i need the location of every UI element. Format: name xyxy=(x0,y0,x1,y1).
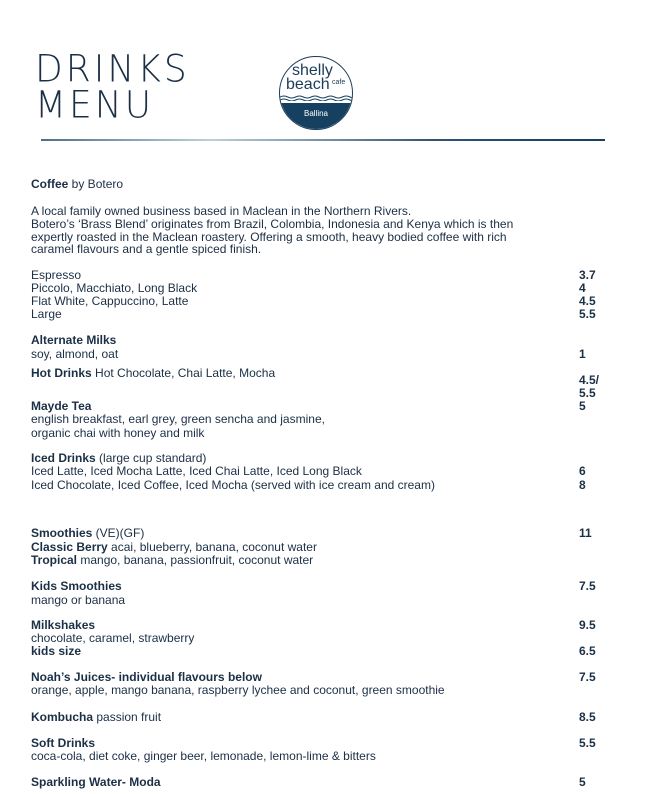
item-description: Large xyxy=(31,307,62,321)
item-description: Iced Chocolate, Iced Coffee, Iced Mocha (served with ice cream and cream) xyxy=(31,478,435,492)
item-name: Hot Drinks xyxy=(31,366,92,380)
menu-line xyxy=(31,526,144,540)
menu-line xyxy=(31,631,194,645)
menu-line xyxy=(31,366,275,380)
menu-line xyxy=(31,426,204,440)
item-name: Alternate Milks xyxy=(31,333,117,347)
shelly-beach-cafe-logo xyxy=(279,56,353,130)
item-description: acai, blueberry, banana, coconut water xyxy=(107,540,317,554)
item-description: caramel flavours and a gentle spiced finish. xyxy=(31,242,262,256)
menu-line xyxy=(31,553,313,567)
menu-line xyxy=(31,644,81,658)
item-price: 5 xyxy=(579,399,586,413)
menu-line xyxy=(31,294,188,308)
item-price: 4.5/ xyxy=(579,373,600,387)
menu-line xyxy=(31,736,95,750)
menu-line xyxy=(31,281,197,295)
logo-text-beach: beach xyxy=(286,76,330,93)
menu-line xyxy=(31,268,81,282)
header-divider xyxy=(41,139,605,141)
menu-line xyxy=(31,749,376,763)
item-description: mango or banana xyxy=(31,593,126,607)
item-description: expertly roasted in the Maclean roastery. Offering a smooth, heavy bodied coffee with rich xyxy=(31,230,507,244)
item-description: by Botero xyxy=(68,177,124,191)
item-name: Noah’s Juices- individual flavours below xyxy=(31,670,262,684)
item-name: Kombucha xyxy=(31,710,94,724)
item-name: kids size xyxy=(31,644,82,658)
item-description: coca-cola, diet coke, ginger beer, lemonade, lemon-lime & bitters xyxy=(31,749,376,763)
item-price: 5.5 xyxy=(579,386,596,400)
item-price: 5.5 xyxy=(579,307,596,321)
menu-title-drinks: DRINKS xyxy=(35,47,190,91)
item-description: chocolate, caramel, strawberry xyxy=(31,631,195,645)
item-price: 7.5 xyxy=(579,670,596,684)
item-price: 5 xyxy=(579,775,586,789)
logo-text-shelly: shelly xyxy=(292,62,333,79)
menu-line xyxy=(31,399,91,413)
item-name: Kids Smoothies xyxy=(31,579,122,593)
item-price: 6.5 xyxy=(579,644,596,658)
menu-line xyxy=(31,710,161,724)
item-price: 6 xyxy=(579,464,586,478)
logo-text-ballina: Ballina xyxy=(303,109,328,118)
menu-line xyxy=(31,333,116,347)
item-price: 1 xyxy=(579,347,586,361)
menu-line xyxy=(31,618,95,632)
item-description: english breakfast, earl grey, green sencha and jasmine, xyxy=(31,412,325,426)
menu-line xyxy=(31,347,118,361)
item-name: Smoothies xyxy=(31,526,93,540)
item-description: Iced Latte, Iced Mocha Latte, Iced Chai Latte, Iced Long Black xyxy=(31,464,362,478)
item-description: Piccolo, Macchiato, Long Black xyxy=(31,281,198,295)
logo-text-cafe: cafe xyxy=(332,79,346,86)
item-description: organic chai with honey and milk xyxy=(31,426,205,440)
item-description: (large cup standard) xyxy=(95,451,207,465)
item-description: mango, banana, passionfruit, coconut water xyxy=(77,553,314,567)
item-price: 8 xyxy=(579,478,586,492)
item-price: 4 xyxy=(579,281,586,295)
menu-title-menu: MENU xyxy=(35,83,155,127)
menu-line xyxy=(31,307,62,321)
item-name: Milkshakes xyxy=(31,618,96,632)
item-description: (VE)(GF) xyxy=(92,526,145,540)
menu-line xyxy=(31,412,325,426)
item-name: Sparkling Water- Moda xyxy=(31,775,161,789)
item-name: Coffee xyxy=(31,177,69,191)
menu-line xyxy=(31,540,317,554)
menu-line xyxy=(31,579,122,593)
item-name: Soft Drinks xyxy=(31,736,96,750)
menu-line xyxy=(31,177,123,191)
item-description: orange, apple, mango banana, raspberry lychee and coconut, green smoothie xyxy=(31,683,445,697)
menu-line xyxy=(31,478,435,492)
item-description: A local family owned business based in Maclean in the Northern Rivers. xyxy=(31,204,412,218)
item-price: 11 xyxy=(579,526,592,540)
item-price: 4.5 xyxy=(579,294,596,308)
menu-line xyxy=(31,451,206,465)
item-description: passion fruit xyxy=(93,710,162,724)
item-name: Mayde Tea xyxy=(31,399,92,413)
menu-line xyxy=(31,593,125,607)
item-name: Classic Berry xyxy=(31,540,108,554)
menu-line xyxy=(31,217,513,231)
item-price: 3.7 xyxy=(579,268,596,282)
item-name: Tropical xyxy=(31,553,78,567)
item-description: soy, almond, oat xyxy=(31,347,119,361)
item-description: Flat White, Cappuccino, Latte xyxy=(31,294,189,308)
item-description: Botero’s ‘Brass Blend’ originates from Brazil, Colombia, Indonesia and Kenya which is then xyxy=(31,217,514,231)
item-name: Iced Drinks xyxy=(31,451,96,465)
menu-line xyxy=(31,464,362,478)
item-price: 7.5 xyxy=(579,579,596,593)
item-description: Hot Chocolate, Chai Latte, Mocha xyxy=(91,366,276,380)
menu-line xyxy=(31,670,262,684)
item-description: Espresso xyxy=(31,268,82,282)
item-price: 5.5 xyxy=(579,736,596,750)
menu-line xyxy=(31,775,161,789)
menu-line xyxy=(31,683,445,697)
menu-line xyxy=(31,204,411,218)
item-price: 8.5 xyxy=(579,710,596,724)
item-price: 9.5 xyxy=(579,618,596,632)
menu-line xyxy=(31,242,261,256)
wave-icon xyxy=(280,95,352,101)
